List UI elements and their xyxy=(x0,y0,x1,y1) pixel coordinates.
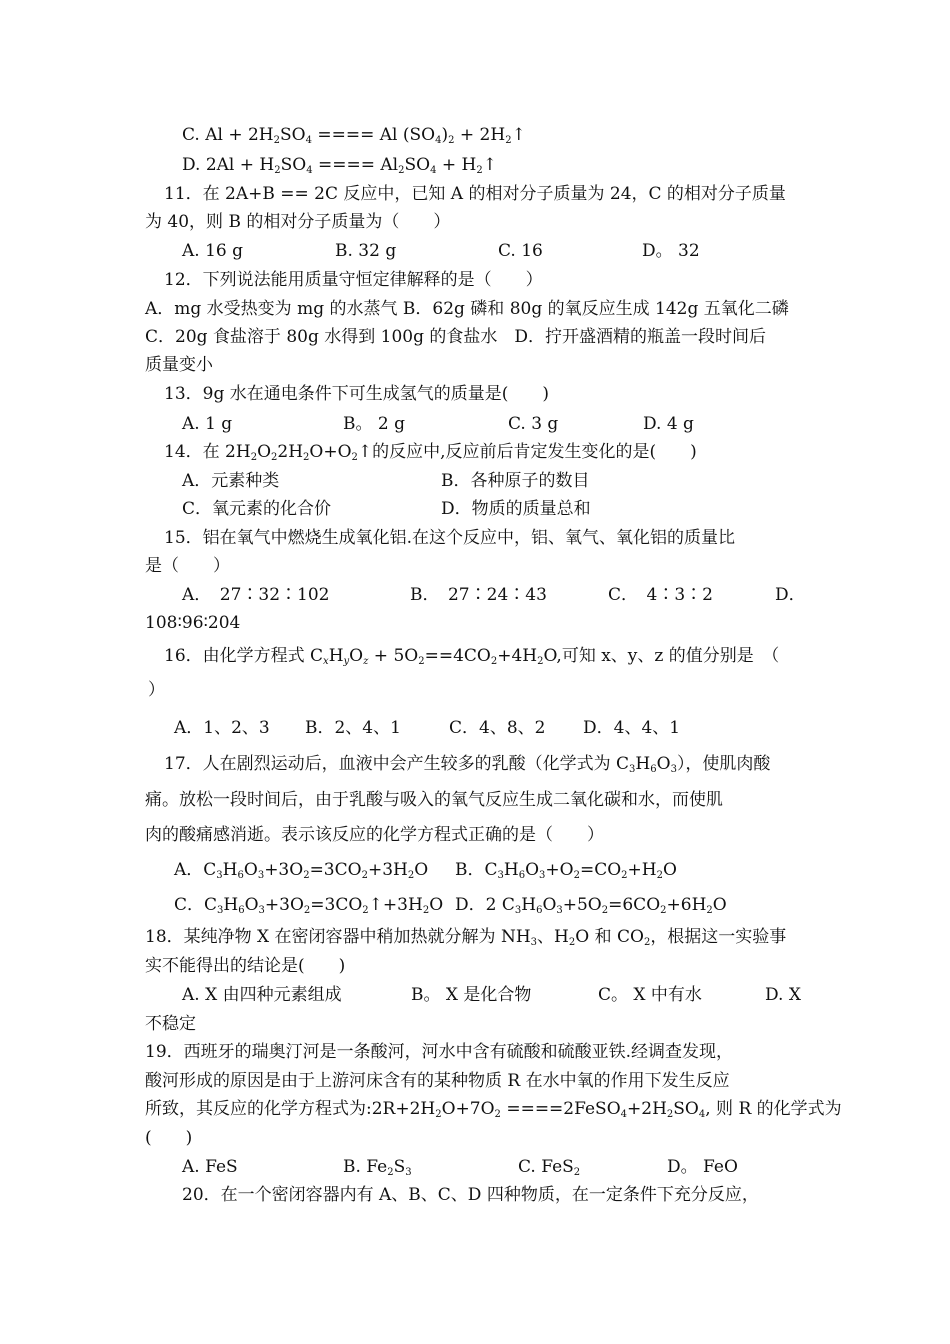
text-segment: O xyxy=(243,860,258,880)
subscript: 3 xyxy=(670,764,677,775)
text-segment: SO xyxy=(404,155,431,175)
text-segment: 18．某纯净物 X 在密闭容器中稍加热就分解为 NH xyxy=(145,927,531,947)
text-segment: D。 FeO xyxy=(667,1157,738,1177)
text-segment: O xyxy=(662,860,677,880)
q14-option-c: C．氧元素的化合价 xyxy=(182,499,332,519)
subscript: 6 xyxy=(650,764,657,775)
text-segment: +3O xyxy=(264,860,304,880)
q15-option-d-value: 108∶96∶204 xyxy=(145,613,241,633)
q15-stem-line2: 是（ ） xyxy=(145,556,230,576)
subscript: 2 xyxy=(271,452,278,463)
text-segment: ) xyxy=(441,125,449,145)
subscript: 2 xyxy=(573,870,580,881)
text-segment: H xyxy=(503,860,519,880)
q19-stem-line3 xyxy=(145,1098,842,1120)
subscript: 4 xyxy=(305,135,312,146)
subscript: 4 xyxy=(430,165,437,176)
text-segment: H xyxy=(328,646,344,666)
subscript: 2 xyxy=(303,452,310,463)
text-segment: +2H xyxy=(627,1099,667,1119)
subscript: x xyxy=(323,656,329,667)
subscript: 2 xyxy=(505,135,512,146)
q18-option-d-value: 不稳定 xyxy=(145,1014,196,1034)
subscript: 3 xyxy=(629,764,636,775)
subscript: 2 xyxy=(494,1109,501,1120)
q12-stem: 12．下列说法能用质量守恒定律解释的是（ ） xyxy=(164,270,543,290)
subscript: 3 xyxy=(556,905,563,916)
q16-option-c: C．4、8、2 xyxy=(449,718,546,738)
subscript: z xyxy=(363,656,369,667)
text-segment: 所致，其反应的化学方程式为:2R+2H xyxy=(145,1099,436,1119)
subscript: 3 xyxy=(405,1167,412,1178)
subscript: 3 xyxy=(530,937,538,948)
text-segment: =CO xyxy=(579,860,622,880)
subscript: 2 xyxy=(362,905,369,916)
text-segment: B．C xyxy=(455,860,498,880)
subscript: 3 xyxy=(514,905,522,916)
subscript: 2 xyxy=(250,452,258,463)
q12-options-line1: A．mg 水受热变为 mg 的水蒸气 B．62g 磷和 80g 的氧反应生成 142g 五氧化二磷 xyxy=(145,299,789,319)
text-segment: 17．人在剧烈运动后，血液中会产生较多的乳酸（化学式为 C xyxy=(164,754,630,774)
text-segment: + 5O xyxy=(368,646,419,666)
text-segment: ==== Al (SO xyxy=(311,125,436,145)
q17-option-a xyxy=(174,859,428,881)
subscript: 2 xyxy=(435,1109,442,1120)
text-segment: O,可知 x、y、z 的值分别是 （ xyxy=(543,646,780,666)
text-segment: A. FeS xyxy=(182,1157,238,1177)
text-segment: O xyxy=(429,895,444,915)
subscript: 2 xyxy=(422,905,430,916)
subscript: 3 xyxy=(257,870,265,881)
q16-stem xyxy=(164,645,779,667)
q16-option-d: D．4、4、1 xyxy=(583,718,681,738)
q17-stem-line1 xyxy=(164,753,770,775)
text-segment: D．2 C xyxy=(455,895,515,915)
subscript: 2 xyxy=(490,656,498,667)
q18-stem-line2: 实不能得出的结论是( ) xyxy=(145,956,346,976)
subscript: 2 xyxy=(666,1109,674,1120)
text-segment: S xyxy=(393,1157,406,1177)
subscript: 6 xyxy=(238,905,245,916)
subscript: 2 xyxy=(476,165,483,176)
text-segment: =3CO xyxy=(309,860,362,880)
q11-option-a: A. 16 g xyxy=(182,241,244,261)
text-segment: H xyxy=(521,895,537,915)
q12-options-line3: 质量变小 xyxy=(145,355,213,375)
subscript: 3 xyxy=(217,905,224,916)
q19-stem-line1: 19．西班牙的瑞奥汀河是一条酸河，河水中含有硫酸和硫酸亚铁.经调查发现， xyxy=(145,1042,734,1062)
text-segment: B. Fe xyxy=(343,1157,388,1177)
subscript: 2 xyxy=(706,905,713,916)
text-segment: ，根据这一实验事 xyxy=(650,927,787,947)
subscript: 4 xyxy=(698,1109,706,1120)
q18-option-a: A. X 由四种元素组成 xyxy=(182,985,342,1005)
text-segment: H xyxy=(222,860,238,880)
subscript: y xyxy=(343,656,350,667)
text-segment: H xyxy=(223,895,239,915)
subscript: 2 xyxy=(273,135,280,146)
q14-option-b: B．各种原子的数目 xyxy=(441,471,590,491)
q14-option-a: A．元素种类 xyxy=(182,471,280,491)
subscript: 2 xyxy=(387,1167,394,1178)
text-segment: O xyxy=(349,646,364,666)
subscript: 2 xyxy=(601,905,609,916)
text-segment: ====2FeSO xyxy=(500,1099,621,1119)
subscript: 2 xyxy=(274,165,281,176)
subscript: 2 xyxy=(573,1167,581,1178)
text-segment: O+O xyxy=(309,442,352,462)
text-segment: 16．由化学方程式 C xyxy=(164,646,324,666)
text-segment: +H xyxy=(627,860,657,880)
text-segment: ↑+3H xyxy=(368,895,423,915)
subscript: 2 xyxy=(361,870,368,881)
text-segment: +4H xyxy=(497,646,538,666)
q17-option-c xyxy=(174,894,443,916)
q16-option-b: B．2、4、1 xyxy=(305,718,401,738)
text-segment: D. 2Al + H xyxy=(182,155,275,175)
subscript: 2 xyxy=(537,656,544,667)
q12-options-line2: C．20g 食盐溶于 80g 水得到 100g 的食盐水 D．拧开盛酒精的瓶盖一段时间后 xyxy=(145,327,767,347)
text-segment: H xyxy=(635,754,651,774)
text-segment: O xyxy=(542,895,557,915)
text-segment: +O xyxy=(545,860,574,880)
q18-option-d-label: D. X xyxy=(765,985,801,1005)
text-segment: ==4CO xyxy=(424,646,491,666)
q15-stem-line1: 15．铝在氧气中燃烧生成氧化铝.在这个反应中，铝、氧气、氧化铝的质量比 xyxy=(164,528,736,548)
text-segment: 2H xyxy=(277,442,304,462)
subscript: 6 xyxy=(536,905,543,916)
text-segment: =6CO xyxy=(608,895,661,915)
q19-option-a xyxy=(182,1156,238,1178)
text-segment: O+7O xyxy=(441,1099,495,1119)
text-segment: +6H xyxy=(666,895,707,915)
q11-option-d: D。 32 xyxy=(642,241,700,261)
text-segment: C．C xyxy=(174,895,218,915)
subscript: 2 xyxy=(407,870,415,881)
text-segment: 、H xyxy=(537,927,569,947)
text-segment: A．C xyxy=(174,860,217,880)
q19-option-b xyxy=(343,1156,412,1178)
q15-option-a: A． 27∶32∶102 xyxy=(182,585,330,605)
q13-option-d: D. 4 g xyxy=(643,414,694,434)
q19-option-d xyxy=(667,1156,738,1178)
q14-option-d: D．物质的质量总和 xyxy=(441,499,591,519)
text-segment: SO xyxy=(673,1099,699,1119)
q17-stem-line2: 痛。放松一段时间后，由于乳酸与吸入的氧气反应生成二氧化碳和水，而使肌 xyxy=(145,790,723,810)
subscript: 2 xyxy=(418,656,425,667)
subscript: 2 xyxy=(621,870,628,881)
q13-option-b: B。 2 g xyxy=(343,414,405,434)
text-segment: +5O xyxy=(562,895,602,915)
q11-option-b: B. 32 g xyxy=(335,241,397,261)
subscript: 2 xyxy=(303,905,311,916)
subscript: 4 xyxy=(306,165,313,176)
q15-option-c: C． 4∶3∶2 xyxy=(608,585,713,605)
subscript: 3 xyxy=(216,870,223,881)
q17-option-b xyxy=(455,859,677,881)
q10-option-c xyxy=(182,124,526,146)
q15-option-d-label: D． xyxy=(775,585,806,605)
text-segment: O 和 CO xyxy=(575,927,644,947)
subscript: 2 xyxy=(660,905,667,916)
q19-option-c xyxy=(518,1156,580,1178)
q15-option-b: B． 27∶24∶43 xyxy=(410,585,547,605)
text-segment: 14．在 2H xyxy=(164,442,251,462)
subscript: 6 xyxy=(237,870,244,881)
text-segment: =3CO xyxy=(310,895,363,915)
text-segment: +3H xyxy=(367,860,408,880)
text-segment: + H xyxy=(436,155,477,175)
text-segment: O xyxy=(525,860,540,880)
q19-stem-line4: ( ) xyxy=(145,1128,193,1148)
subscript: 2 xyxy=(656,870,663,881)
subscript: 2 xyxy=(351,452,358,463)
text-segment: C. FeS xyxy=(518,1157,574,1177)
text-segment: O xyxy=(257,442,271,462)
text-segment: O xyxy=(244,895,259,915)
q18-stem-line1 xyxy=(145,926,786,948)
q11-stem-line2: 为 40，则 B 的相对分子质量为（ ） xyxy=(145,212,451,232)
text-segment: O xyxy=(712,895,727,915)
text-segment: ↑的反应中,反应前后肯定发生变化的是( ) xyxy=(357,442,697,462)
subscript: 3 xyxy=(539,870,546,881)
subscript: 2 xyxy=(303,870,310,881)
text-segment: O xyxy=(656,754,671,774)
text-segment: ↑ xyxy=(511,125,526,145)
q13-option-c: C. 3 g xyxy=(508,414,559,434)
text-segment: + 2H xyxy=(454,125,506,145)
q16-option-a: A．1、2、3 xyxy=(174,718,270,738)
q13-option-a: A. 1 g xyxy=(182,414,233,434)
text-segment: ==== Al xyxy=(312,155,399,175)
subscript: 2 xyxy=(448,135,455,146)
text-segment: O xyxy=(414,860,429,880)
text-segment: ↑ xyxy=(482,155,497,175)
text-segment: +3O xyxy=(264,895,304,915)
q17-option-d xyxy=(455,894,727,916)
subscript: 4 xyxy=(620,1109,628,1120)
q13-stem: 13．9g 水在通电条件下可生成氢气的质量是( ) xyxy=(164,384,549,404)
text-segment: SO xyxy=(280,125,306,145)
subscript: 3 xyxy=(497,870,504,881)
q14-stem xyxy=(164,441,697,463)
text-segment: C. Al + 2H xyxy=(182,125,274,145)
q19-stem-line2: 酸河形成的原因是由于上游河床含有的某种物质 R 在水中氧的作用下发生反应 xyxy=(145,1071,730,1091)
q11-stem-line1: 11．在 2A+B == 2C 反应中，已知 A 的相对分子质量为 24，C 的相对分子质量 xyxy=(164,184,786,204)
subscript: 2 xyxy=(568,937,576,948)
q11-option-c: C. 16 xyxy=(498,241,543,261)
text-segment: , 则 R 的化学式为 xyxy=(705,1099,842,1119)
text-segment: SO xyxy=(280,155,307,175)
q10-option-d xyxy=(182,154,497,176)
q18-option-b: B。 X 是化合物 xyxy=(411,985,532,1005)
subscript: 6 xyxy=(518,870,526,881)
subscript: 2 xyxy=(643,937,651,948)
text-segment: ），使肌肉酸 xyxy=(676,754,771,774)
q18-option-c: C。 X 中有水 xyxy=(598,985,702,1005)
q16-stem-close: ） xyxy=(148,680,165,700)
subscript: 3 xyxy=(258,905,265,916)
subscript: 4 xyxy=(435,135,442,146)
q17-stem-line3: 肉的酸痛感消逝。表示该反应的化学方程式正确的是（ ） xyxy=(145,825,604,845)
q20-stem-line1: 20．在一个密闭容器内有 A、B、C、D 四种物质，在一定条件下充分反应， xyxy=(182,1185,759,1205)
subscript: 2 xyxy=(398,165,405,176)
